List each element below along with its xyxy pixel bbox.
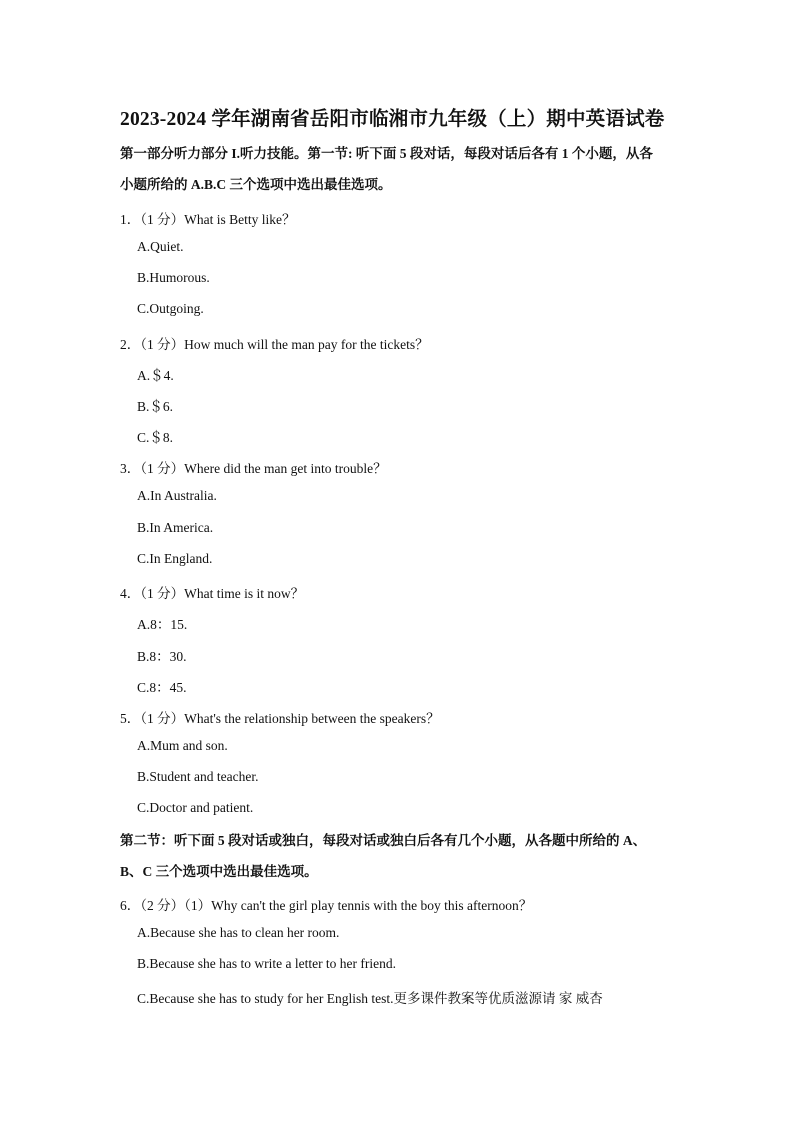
question-3-stem: 3．（1 分）Where did the man get into trouble？: [120, 461, 387, 476]
question-6-stem: 6．（2 分）（1）Why can't the girl play tennis with the boy this afternoon？: [120, 898, 533, 913]
question-6-option-c: C.Because she has to study for her English test.更多课件教案等优质滋源请 家 威杏: [137, 991, 603, 1006]
question-1-option-a: A.Quiet.: [137, 239, 184, 254]
question-1-stem: 1．（1 分）What is Betty like？: [120, 212, 296, 227]
question-5-option-b: B.Student and teacher.: [137, 769, 259, 784]
question-4-stem: 4．（1 分）What time is it now？: [120, 586, 305, 601]
section-2-line-1: 第二节：听下面 5 段对话或独白，每段对话或独白后各有几个小题，从各题中所给的 A、: [120, 833, 647, 848]
exam-title: 2023-2024 学年湖南省岳阳市临湘市九年级（上）期中英语试卷: [120, 109, 665, 130]
question-3-option-a: A.In Australia.: [137, 488, 217, 503]
question-5-stem: 5．（1 分）What's the relationship between the speakers？: [120, 711, 440, 726]
section-2-line-2: B、C 三个选项中选出最佳选项。: [120, 864, 318, 879]
section-1-instructions: [120, 138, 680, 200]
question-5-option-c: C.Doctor and patient.: [137, 800, 254, 815]
question-1-option-c: C.Outgoing.: [137, 301, 204, 316]
question-3-option-c: C.In England.: [137, 551, 213, 566]
question-2-stem: 2．（1 分）How much will the man pay for the tickets？: [120, 337, 429, 352]
question-2-option-c: C.＄8.: [137, 430, 174, 445]
question-6-option-a: A.Because she has to clean her room.: [137, 925, 340, 940]
question-5-option-a: A.Mum and son.: [137, 738, 228, 753]
question-4-option-c: C.8：45.: [137, 680, 187, 695]
question-4-option-a: A.8：15.: [137, 617, 188, 632]
question-3-option-b: B.In America.: [137, 520, 214, 535]
question-4-option-b: B.8：30.: [137, 649, 187, 664]
question-1-option-b: B.Humorous.: [137, 270, 210, 285]
question-2-option-b: B.＄6.: [137, 399, 174, 414]
section-2-instructions: [120, 825, 680, 887]
section-1-line-1: 第一部分听力部分 I.听力技能。第一节: 听下面 5 段对话，每段对话后各有 1 个小题，从各: [120, 146, 653, 161]
question-6-option-b: B.Because she has to write a letter to her friend.: [137, 956, 397, 971]
section-1-line-2: 小题所给的 A.B.C 三个选项中选出最佳选项。: [120, 177, 392, 192]
question-2-option-a: A.＄4.: [137, 368, 174, 383]
